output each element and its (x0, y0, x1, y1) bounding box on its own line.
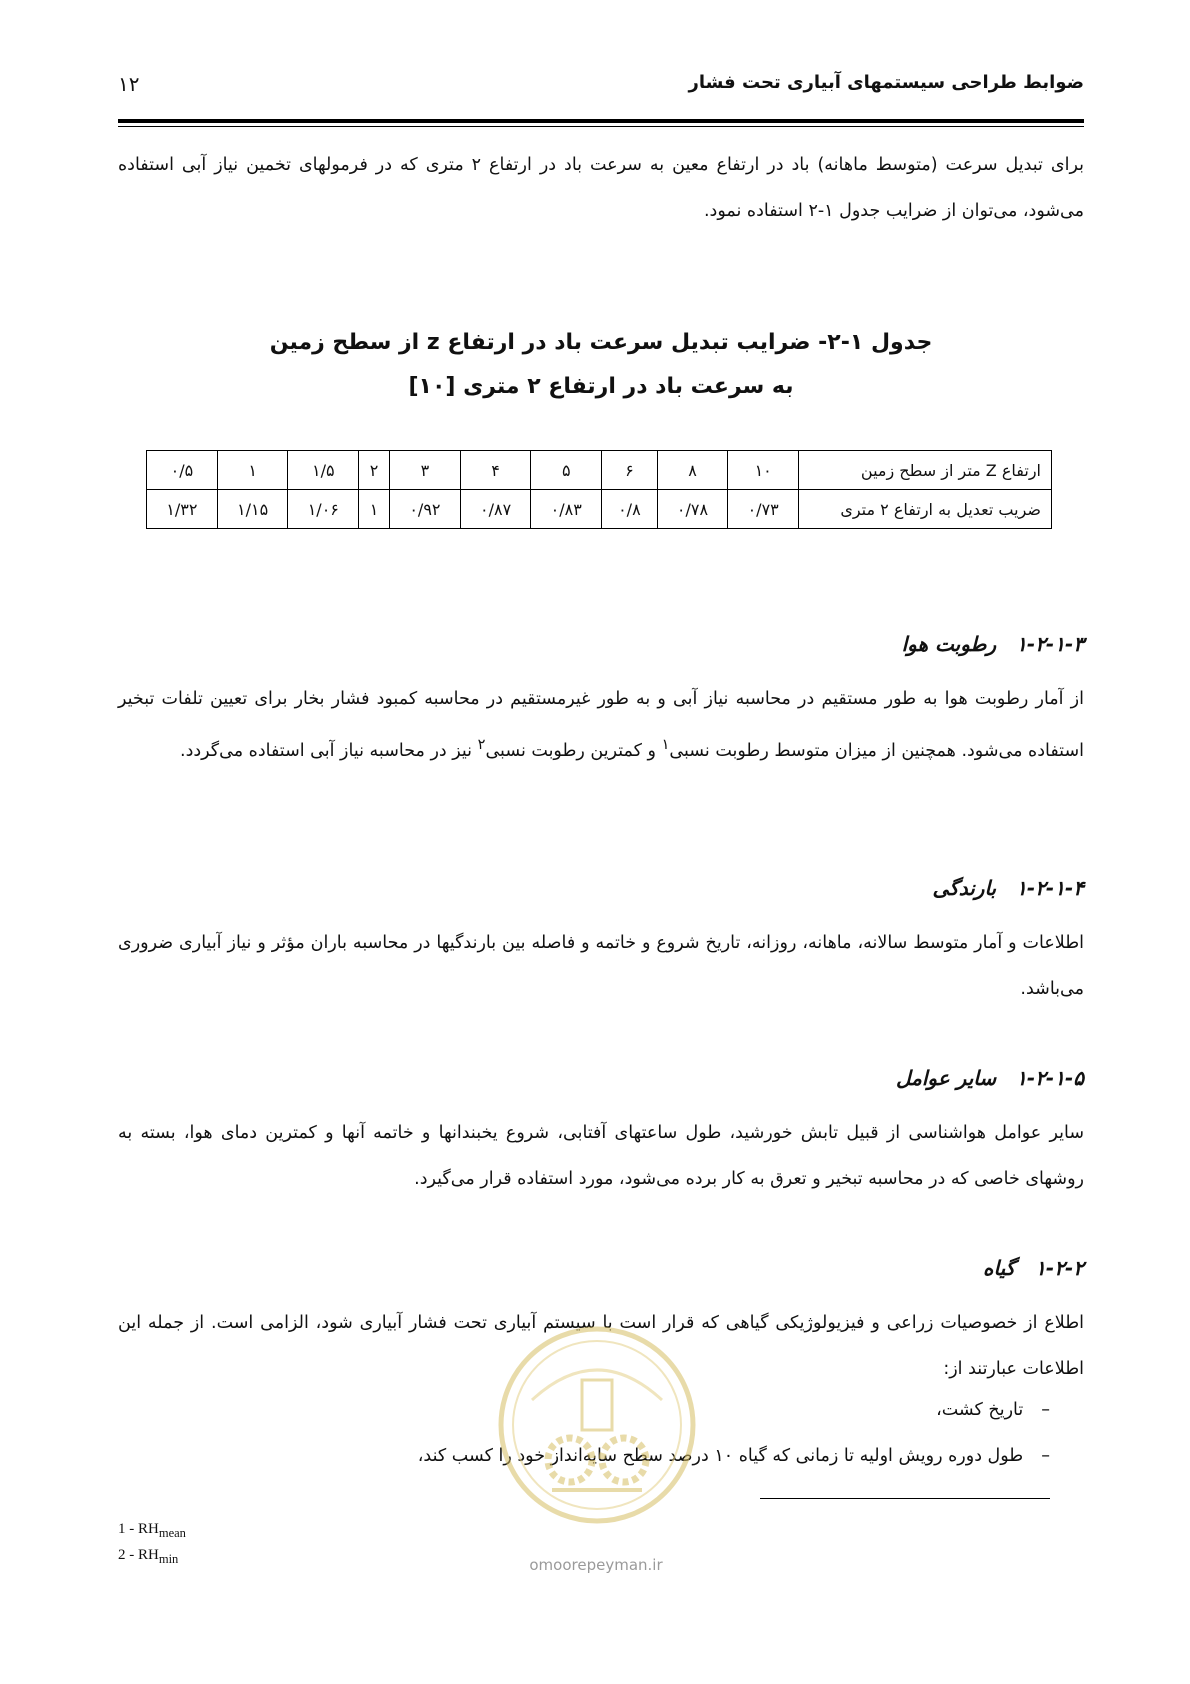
list-item (936, 1400, 1050, 1420)
humidity-text-1: از آمار رطوبت هوا به طور مستقیم در محاسبه نیاز آبی و به طور غیرمستقیم در محاسبه کمبود فشار بخار برای تعیین تلفات تبخیر استفاده می‌شود. همچنین از میزان متوسط رطوبت نسبی (118, 689, 1084, 761)
footnotes (118, 1518, 186, 1570)
section-title: گیاه (983, 1256, 1016, 1280)
table-title-line2: به سرعت باد در ارتفاع ۲ متری [۱۰] (408, 374, 794, 399)
table-cell: ۰/۷۸ (657, 490, 728, 529)
section-heading-rainfall (933, 876, 1084, 900)
wind-coefficient-table (146, 450, 1052, 529)
table-cell: ۱/۱۵ (217, 490, 288, 529)
footnote-subscript: mean (158, 1526, 186, 1540)
watermark-text: omoorepeyman.ir (529, 1556, 663, 1574)
table-cell: ۱۰ (728, 451, 799, 490)
table-cell: ۱ (217, 451, 288, 490)
table-row-label: ارتفاع Z متر از سطح زمین (799, 451, 1052, 490)
footnote-1 (118, 1518, 186, 1544)
intro-paragraph: برای تبدیل سرعت (متوسط ماهانه) باد در ارتفاع معین به سرعت باد در ارتفاع ۲ متری که در فرمولهای تخمین نیاز آبی استفاده می‌شود، می‌توان از ضرایب جدول ۱-۲ استفاده نمود. (118, 155, 1084, 221)
header-rule-thin (118, 126, 1084, 127)
footnote-ref: ۱ (661, 736, 670, 753)
section-heading-humidity (902, 632, 1084, 656)
table-cell: ۵ (531, 451, 602, 490)
table-cell: ۱/۵ (288, 451, 359, 490)
table-row-coefficient (147, 490, 1052, 529)
section-heading-other-factors (896, 1066, 1084, 1090)
humidity-paragraph (118, 676, 1084, 774)
section-number: ۱-۲-۱-۴ (1016, 876, 1084, 900)
table-cell: ۰/۷۳ (728, 490, 799, 529)
other-factors-paragraph: سایر عوامل هواشناسی از قبیل تابش خورشید، طول ساعتهای آفتابی، شروع یخبندانها و خاتمه آنها و کمترین دمای هوا، بسته به روشهای خاصی که در محاسبه تبخیر و تعرق به کار برده می‌شود، مورد استفاده قرار می‌گیرد. (118, 1123, 1084, 1189)
section-title: بارندگی (932, 876, 997, 900)
bullet-text: تاریخ کشت، (936, 1400, 1024, 1420)
header-rule-thick (118, 119, 1084, 123)
section-title: سایر عوامل (896, 1066, 997, 1090)
footnote-2 (118, 1544, 186, 1570)
table-cell: ۰/۹۲ (390, 490, 461, 529)
table-cell: ۳ (390, 451, 461, 490)
page-header (118, 72, 1084, 106)
plant-paragraph: اطلاع از خصوصیات زراعی و فیزیولوژیکی گیاهی که قرار است با سیستم آبیاری تحت فشار آبیاری شود، الزامی است. از جمله این اطلاعات عبارتند از: (118, 1313, 1084, 1379)
footnote-text: 2 - RH (118, 1547, 159, 1563)
footnote-text: 1 - RH (118, 1521, 159, 1537)
bullet-dash: – (1041, 1400, 1050, 1420)
watermark-logo-icon (492, 1320, 702, 1550)
table-cell: ۲ (359, 451, 390, 490)
table-cell: ۰/۸۳ (531, 490, 602, 529)
bullet-dash: – (1041, 1446, 1050, 1466)
footnote-rule (760, 1498, 1050, 1499)
header-title: ضوابط طراحی سیستمهای آبیاری تحت فشار (688, 72, 1084, 93)
table-title-line1: جدول ۱-۲- ضرایب تبدیل سرعت باد در ارتفاع z از سطح زمین (269, 330, 933, 355)
table-cell: ۰/۵ (147, 451, 218, 490)
humidity-text-2: و کمترین رطوبت نسبی (485, 740, 662, 761)
section-number: ۱-۲-۱-۵ (1016, 1066, 1084, 1090)
section-number: ۱-۲-۱-۳ (1016, 632, 1084, 656)
section-number: ۱-۲-۲ (1035, 1256, 1084, 1280)
table-cell: ۸ (657, 451, 728, 490)
section-title: رطوبت هوا (901, 632, 997, 656)
table-row-label: ضریب تعدیل به ارتفاع ۲ متری (799, 490, 1052, 529)
humidity-text-3: نیز در محاسبه نیاز آبی استفاده می‌گردد. (180, 740, 478, 761)
page-number: ۱۲ (118, 72, 140, 96)
table-cell: ۰/۸۷ (460, 490, 531, 529)
table-cell: ۰/۸ (602, 490, 658, 529)
bullet-text: طول دوره رویش اولیه تا زمانی که گیاه ۱۰ درصد سطح سایه‌انداز خود را کسب کند، (417, 1446, 1024, 1466)
table-cell: ۱ (359, 490, 390, 529)
footnote-ref: ۲ (477, 736, 486, 753)
table-cell: ۱/۰۶ (288, 490, 359, 529)
table-cell: ۴ (460, 451, 531, 490)
footnote-subscript: min (158, 1552, 179, 1566)
section-heading-plant (983, 1256, 1084, 1280)
rainfall-paragraph: اطلاعات و آمار متوسط سالانه، ماهانه، روزانه، تاریخ شروع و خاتمه و فاصله بین بارندگیها در محاسبه باران مؤثر و نیاز آبیاری ضروری می‌باشد. (118, 933, 1084, 999)
table-cell: ۶ (602, 451, 658, 490)
table-cell: ۱/۳۲ (147, 490, 218, 529)
table-row-height (147, 451, 1052, 490)
